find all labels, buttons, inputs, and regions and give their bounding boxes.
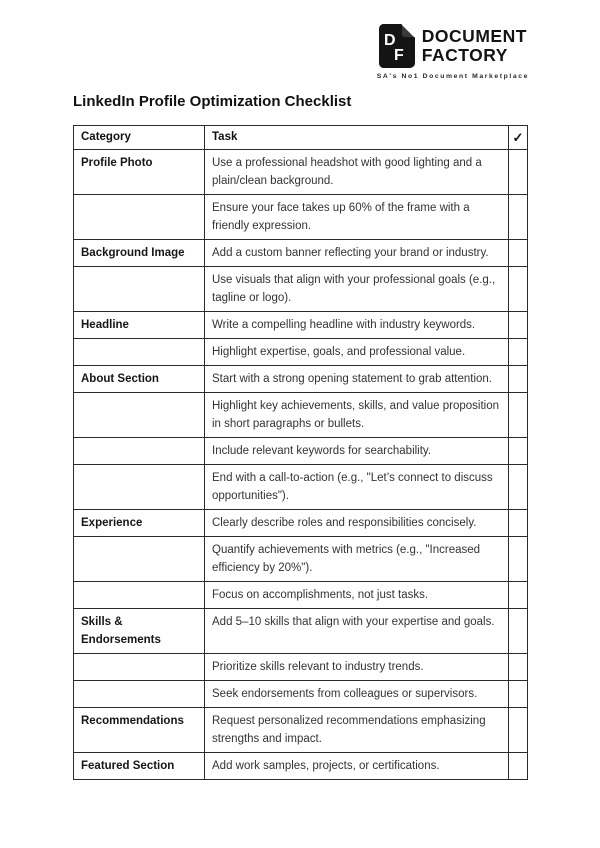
- table-row: [74, 195, 528, 240]
- table-row: [74, 366, 528, 393]
- task-cell: Ensure your face takes up 60% of the frame with a friendly expression.: [205, 195, 509, 240]
- checkbox-cell: [509, 753, 528, 780]
- brand-logo: [377, 24, 529, 80]
- checkbox-cell: [509, 465, 528, 510]
- table-row: [74, 312, 528, 339]
- checklist-body: [74, 150, 528, 780]
- document-factory-icon: [379, 24, 415, 68]
- category-cell: Skills & Endorsements: [74, 609, 205, 654]
- table-row: [74, 510, 528, 537]
- table-row: [74, 753, 528, 780]
- table-row: [74, 582, 528, 609]
- checkbox-cell: [509, 150, 528, 195]
- task-cell: Add a custom banner reflecting your brand or industry.: [205, 240, 509, 267]
- table-header-row: [74, 126, 528, 150]
- checkbox-cell: [509, 609, 528, 654]
- table-row: [74, 465, 528, 510]
- checkbox-cell: [509, 240, 528, 267]
- logo-letter-d: D: [383, 32, 396, 49]
- logo-letter-f: F: [393, 47, 404, 64]
- checkbox-cell: [509, 654, 528, 681]
- task-cell: End with a call-to-action (e.g., "Let’s connect to discuss opportunities").: [205, 465, 509, 510]
- brand-name: [422, 27, 527, 65]
- header-task: Task: [205, 126, 509, 150]
- category-cell: Recommendations: [74, 708, 205, 753]
- checkbox-cell: [509, 438, 528, 465]
- brand-logo-row: [379, 24, 527, 68]
- category-cell: Headline: [74, 312, 205, 339]
- category-cell: [74, 465, 205, 510]
- table-row: [74, 654, 528, 681]
- task-cell: Request personalized recommendations emphasizing strengths and impact.: [205, 708, 509, 753]
- table-row: [74, 339, 528, 366]
- category-cell: About Section: [74, 366, 205, 393]
- task-cell: Focus on accomplishments, not just tasks.: [205, 582, 509, 609]
- category-cell: Profile Photo: [74, 150, 205, 195]
- checkbox-cell: [509, 393, 528, 438]
- task-cell: Use visuals that align with your professional goals (e.g., tagline or logo).: [205, 267, 509, 312]
- page-title: LinkedIn Profile Optimization Checklist: [73, 93, 352, 110]
- brand-name-line2: FACTORY: [421, 45, 508, 65]
- brand-tagline: SA's No1 Document Marketplace: [376, 73, 529, 80]
- table-row: [74, 240, 528, 267]
- brand-name-line1: DOCUMENT: [421, 26, 527, 46]
- checkbox-cell: [509, 537, 528, 582]
- table-row: [74, 537, 528, 582]
- checkbox-cell: [509, 312, 528, 339]
- task-cell: Highlight expertise, goals, and professional value.: [205, 339, 509, 366]
- task-cell: Include relevant keywords for searchability.: [205, 438, 509, 465]
- category-cell: [74, 654, 205, 681]
- checkbox-cell: [509, 366, 528, 393]
- checkbox-cell: [509, 708, 528, 753]
- checkbox-cell: [509, 681, 528, 708]
- category-cell: [74, 393, 205, 438]
- task-cell: Prioritize skills relevant to industry trends.: [205, 654, 509, 681]
- checkbox-cell: [509, 339, 528, 366]
- category-cell: [74, 267, 205, 312]
- task-cell: Use a professional headshot with good lighting and a plain/clean background.: [205, 150, 509, 195]
- checkbox-cell: [509, 195, 528, 240]
- checkbox-cell: [509, 582, 528, 609]
- checkbox-cell: [509, 267, 528, 312]
- task-cell: Add 5–10 skills that align with your expertise and goals.: [205, 609, 509, 654]
- task-cell: Start with a strong opening statement to grab attention.: [205, 366, 509, 393]
- category-cell: [74, 537, 205, 582]
- category-cell: [74, 339, 205, 366]
- checklist-table: [73, 125, 528, 780]
- category-cell: [74, 195, 205, 240]
- task-cell: Seek endorsements from colleagues or supervisors.: [205, 681, 509, 708]
- category-cell: Featured Section: [74, 753, 205, 780]
- table-row: [74, 150, 528, 195]
- table-row: [74, 393, 528, 438]
- table-row: [74, 708, 528, 753]
- table-row: [74, 681, 528, 708]
- table-row: [74, 438, 528, 465]
- table-row: [74, 609, 528, 654]
- category-cell: [74, 582, 205, 609]
- task-cell: Highlight key achievements, skills, and value proposition in short paragraphs or bullets.: [205, 393, 509, 438]
- task-cell: Quantify achievements with metrics (e.g., "Increased efficiency by 20%").: [205, 537, 509, 582]
- category-cell: [74, 438, 205, 465]
- category-cell: [74, 681, 205, 708]
- header-check-icon: ✓: [509, 126, 528, 150]
- task-cell: Write a compelling headline with industry keywords.: [205, 312, 509, 339]
- task-cell: Add work samples, projects, or certifications.: [205, 753, 509, 780]
- table-row: [74, 267, 528, 312]
- checkbox-cell: [509, 510, 528, 537]
- task-cell: Clearly describe roles and responsibilities concisely.: [205, 510, 509, 537]
- header-category: Category: [74, 126, 205, 150]
- category-cell: Background Image: [74, 240, 205, 267]
- category-cell: Experience: [74, 510, 205, 537]
